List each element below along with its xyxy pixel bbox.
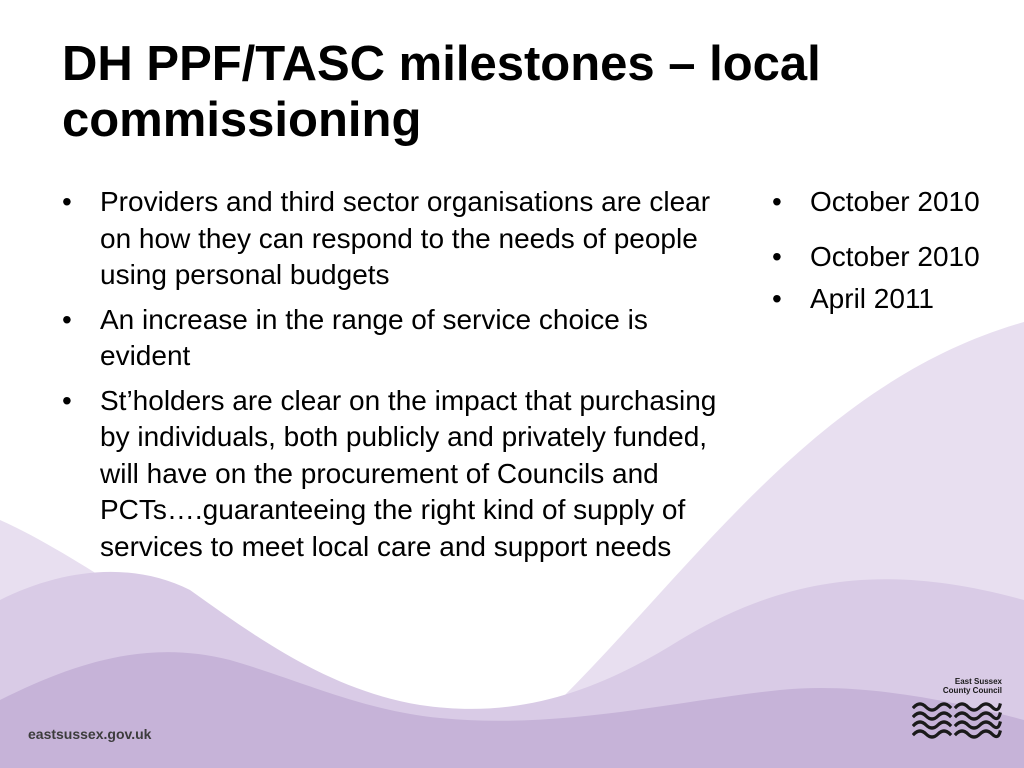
list-item <box>772 281 1002 318</box>
milestone-list <box>62 184 742 573</box>
waves-logo-icon <box>912 699 1002 743</box>
deadline-list <box>772 184 1002 318</box>
deadline-text: October 2010 <box>810 240 980 272</box>
council-logo <box>912 677 1002 745</box>
milestone-text: St’holders are clear on the impact that purchasing by individuals, both publicly and privately funded, will have on the procurement of Councils and PCTs….guaranteeing the right kind of supply of services to meet local care and support needs <box>100 384 717 562</box>
bullet-icon: • <box>772 240 782 272</box>
milestone-text: Providers and third sector organisations are clear on how they can respond to the needs of people using personal budgets <box>100 186 711 290</box>
logo-line-2: County Council <box>942 686 1002 695</box>
bullet-icon: • <box>772 186 782 217</box>
list-item <box>772 239 1002 276</box>
list-item <box>62 302 742 375</box>
list-item <box>62 184 742 294</box>
deadline-text: October 2010 <box>810 186 980 217</box>
list-item <box>772 184 1002 221</box>
deadline-text: April 2011 <box>810 283 935 314</box>
milestone-text: An increase in the range of service choice is evident <box>100 303 648 371</box>
logo-text <box>912 677 1002 695</box>
slide-title: DH PPF/TASC milestones – local commissioning <box>62 37 821 147</box>
bullet-icon: • <box>62 186 72 217</box>
bullet-icon: • <box>62 384 72 416</box>
logo-line-1: East Sussex <box>954 677 1002 686</box>
bullet-icon: • <box>772 283 782 314</box>
list-item <box>62 383 742 566</box>
footer-url: eastsussex.gov.uk <box>28 726 152 742</box>
bullet-icon: • <box>62 303 72 335</box>
